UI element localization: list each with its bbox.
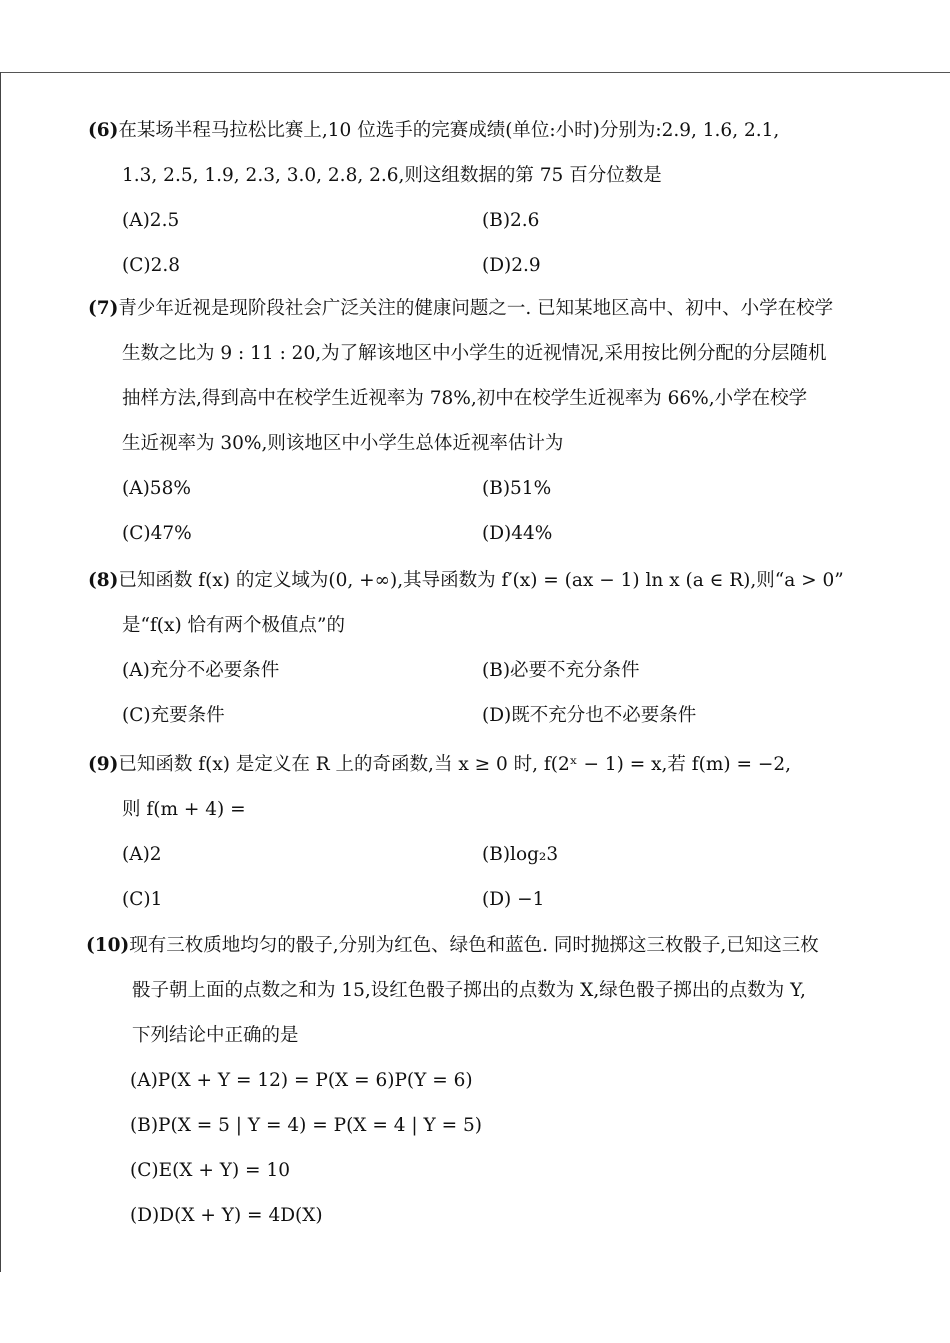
question-9-text-2: 则 f(m + 4) =: [122, 799, 246, 820]
question-10-option-a: (A)P(X + Y = 12) = P(X = 6)P(Y = 6): [130, 1070, 473, 1091]
question-8-option-b: (B)必要不充分条件: [482, 660, 640, 681]
left-border-line: [0, 72, 1, 1272]
question-9-text-1: 已知函数 f(x) 是定义在 R 上的奇函数,当 x ≥ 0 时, f(2ˣ − 1) = x,若 f(m) = −2,: [118, 754, 792, 775]
question-7-line-1: [88, 286, 878, 331]
question-8-text-1: 已知函数 f(x) 的定义域为(0, +∞),其导函数为 f′(x) = (ax − 1) ln x (a ∈ R),则“a > 0”: [118, 570, 844, 591]
question-7: [88, 286, 878, 556]
question-8-options-row-1: [88, 648, 878, 693]
question-7-number: (7): [88, 298, 119, 319]
question-9-options-row-1: [88, 832, 878, 877]
question-8-number: (8): [88, 570, 119, 591]
question-6-options-row-1: [88, 198, 878, 243]
question-8-option-d: (D)既不充分也不必要条件: [482, 705, 697, 726]
question-10-option-c: (C)E(X + Y) = 10: [130, 1160, 290, 1181]
question-9-option-d: (D) −1: [482, 889, 545, 910]
question-7-option-b: (B)51%: [482, 478, 552, 499]
question-9-option-b: (B)log₂3: [482, 844, 559, 865]
question-10-text-2: 骰子朝上面的点数之和为 15,设红色骰子掷出的点数为 X,绿色骰子掷出的点数为 Y,: [132, 980, 806, 1001]
question-9-options-row-2: [88, 877, 878, 922]
question-8-text-2: 是“f(x) 恰有两个极值点”的: [122, 615, 346, 636]
question-6-option-b: (B)2.6: [482, 210, 540, 231]
question-10: [86, 923, 876, 1238]
question-7-text-2: 生数之比为 9 : 11 : 20,为了解该地区中小学生的近视情况,采用按比例分配的分层随机: [122, 343, 827, 364]
top-border-line: [0, 72, 950, 73]
question-9-option-c: (C)1: [122, 889, 163, 910]
question-7-option-c: (C)47%: [122, 523, 192, 544]
question-9-option-a: (A)2: [122, 844, 162, 865]
question-6-option-a: (A)2.5: [122, 210, 180, 231]
question-8-line-1: [88, 558, 878, 603]
question-10-text-3: 下列结论中正确的是: [132, 1025, 299, 1046]
question-9-number: (9): [88, 754, 119, 775]
question-7-text-4: 生近视率为 30%,则该地区中小学生总体近视率估计为: [122, 433, 564, 454]
question-6-number: (6): [88, 120, 119, 141]
question-8: [88, 558, 878, 738]
question-10-text-1: 现有三枚质地均匀的骰子,分别为红色、绿色和蓝色. 同时抛掷这三枚骰子,已知这三枚: [129, 935, 819, 956]
question-6-option-c: (C)2.8: [122, 255, 181, 276]
question-7-options-row-1: [88, 466, 878, 511]
question-10-line-1: [86, 923, 876, 968]
question-9-line-1: [88, 742, 878, 787]
question-7-options-row-2: [88, 511, 878, 556]
question-8-option-c: (C)充要条件: [122, 705, 225, 726]
question-6-text-1: 在某场半程马拉松比赛上,10 位选手的完赛成绩(单位:小时)分别为:2.9, 1.6, 2.1,: [118, 120, 780, 141]
question-7-text-1: 青少年近视是现阶段社会广泛关注的健康问题之一. 已知某地区高中、初中、小学在校学: [118, 298, 834, 319]
question-7-text-3: 抽样方法,得到高中在校学生近视率为 78%,初中在校学生近视率为 66%,小学在校学: [122, 388, 808, 409]
question-8-option-a: (A)充分不必要条件: [122, 660, 280, 681]
question-6-text-2: 1.3, 2.5, 1.9, 2.3, 3.0, 2.8, 2.6,则这组数据的第 75 百分位数是: [122, 165, 662, 186]
question-6: [88, 108, 878, 288]
question-10-option-d: (D)D(X + Y) = 4D(X): [130, 1205, 323, 1226]
question-9: [88, 742, 878, 922]
question-10-option-b: (B)P(X = 5 | Y = 4) = P(X = 4 | Y = 5): [130, 1115, 482, 1136]
question-8-options-row-2: [88, 693, 878, 738]
question-7-option-d: (D)44%: [482, 523, 553, 544]
question-10-number: (10): [86, 935, 130, 956]
question-6-line-1: [88, 108, 878, 153]
question-7-option-a: (A)58%: [122, 478, 191, 499]
question-6-options-row-2: [88, 243, 878, 288]
question-6-option-d: (D)2.9: [482, 255, 541, 276]
